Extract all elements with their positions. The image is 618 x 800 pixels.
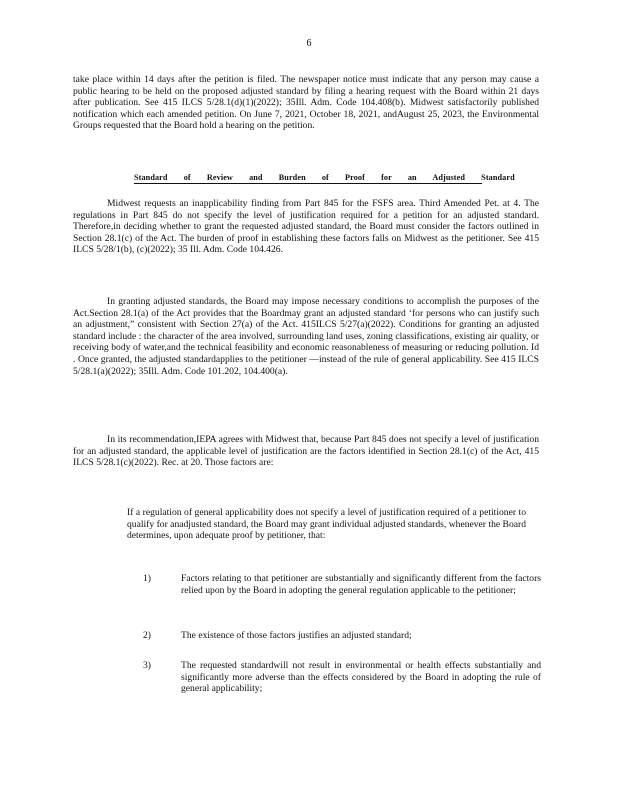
section-heading: Standard of Review and Burden of Proof for an Adjusted Standard	[134, 173, 515, 182]
block-quote: If a regulation of general applicability does not specify a level of justification required of a petitioner to qualify for anadjusted standard, the Board may grant individual adjusted standards, whenever the Board determines, upon adequate proof by petitioner, that:	[127, 507, 526, 542]
list-item-number: 3)	[143, 660, 151, 671]
paragraph-midwest-requests-text: Midwest requests an inapplicability finding from Part 845 for the FSFS area. Third Amended Pet. at 4. The regulations in Part 845 do not specify the level of justification required for a petition for an adjusted standard. Therefore,in deciding whether to grant the requested adjusted standard, the Board must consider the factors outlined in Section 28.1(c) of the Act. The burden of proof in establishing these factors falls on Midwest as the petitioner. See 415 ILCS 5/28/1(b), (c)(2022); 35 Ill. Adm. Code 104.426.	[73, 198, 539, 256]
paragraph-granting-text: In granting adjusted standards, the Board may impose necessary conditions to accomplish the purposes of the Act.Section 28.1(a) of the Act provides that the Boardmay grant an adjusted standard ‘for persons who can justify such an adjustment,” consistent with Section 27(a) of the Act. 415ILCS 5/27(a)(2022). Conditions for granting an adjusted standard include : the character of the area involved, surrounding land uses, zoning classifications, existing air quality, or receiving body of water,and the technical feasibility and economic reasonableness of measuring or reducing pollution. Id . Once granted, the adjusted standardapplies to the petitioner —instead of the rule of general applicability. See 415 ILCS 5/28.1(a)(2022); 35Ill. Adm. Code 101.202, 104.400(a).	[73, 296, 539, 377]
list-item-text: The existence of those factors justifies an adjusted standard;	[181, 630, 412, 641]
paragraph-midwest-requests	[73, 198, 539, 256]
paragraph-recommendation-text: In its recommendation,IEPA agrees with Midwest that, because Part 845 does not specify a level of justification for an adjusted standard, the applicable level of justification are the factors identified in Section 28.1(c) of the Act, 415 ILCS 5/28.1(c)(2022). Rec. at 20. Those factors are:	[73, 434, 539, 469]
paragraph-notice-text: take place within 14 days after the petition is filed. The newspaper notice must indicate that any person may cause a public hearing to be held on the proposed adjusted standard by filing a hearing request with the Board within 21 days after publication. See 415 ILCS 5/28.1(d)(1)(2022); 35Ill. Adm. Code 104.408(b). Midwest satisfactorily published notification which each amended petition. On June 7, 2021, October 18, 2021, andAugust 25, 2023, the Environmental Groups requested that the Board hold a hearing on the petition.	[73, 74, 539, 132]
list-item-text: The requested standardwill not result in environmental or health effects substantially and significantly more adverse than the effects considered by the Board in adopting the rule of general applicability;	[181, 660, 541, 695]
list-item-text: Factors relating to that petitioner are substantially and significantly different from the factors relied upon by the Board in adopting the general regulation applicable to the petitioner;	[181, 573, 541, 596]
paragraph-granting	[73, 296, 539, 377]
paragraph-notice	[73, 74, 539, 132]
list-item-number: 1)	[143, 573, 151, 584]
page-number: 6	[306, 38, 312, 49]
list-item-number: 2)	[143, 630, 151, 641]
paragraph-recommendation	[73, 434, 539, 469]
